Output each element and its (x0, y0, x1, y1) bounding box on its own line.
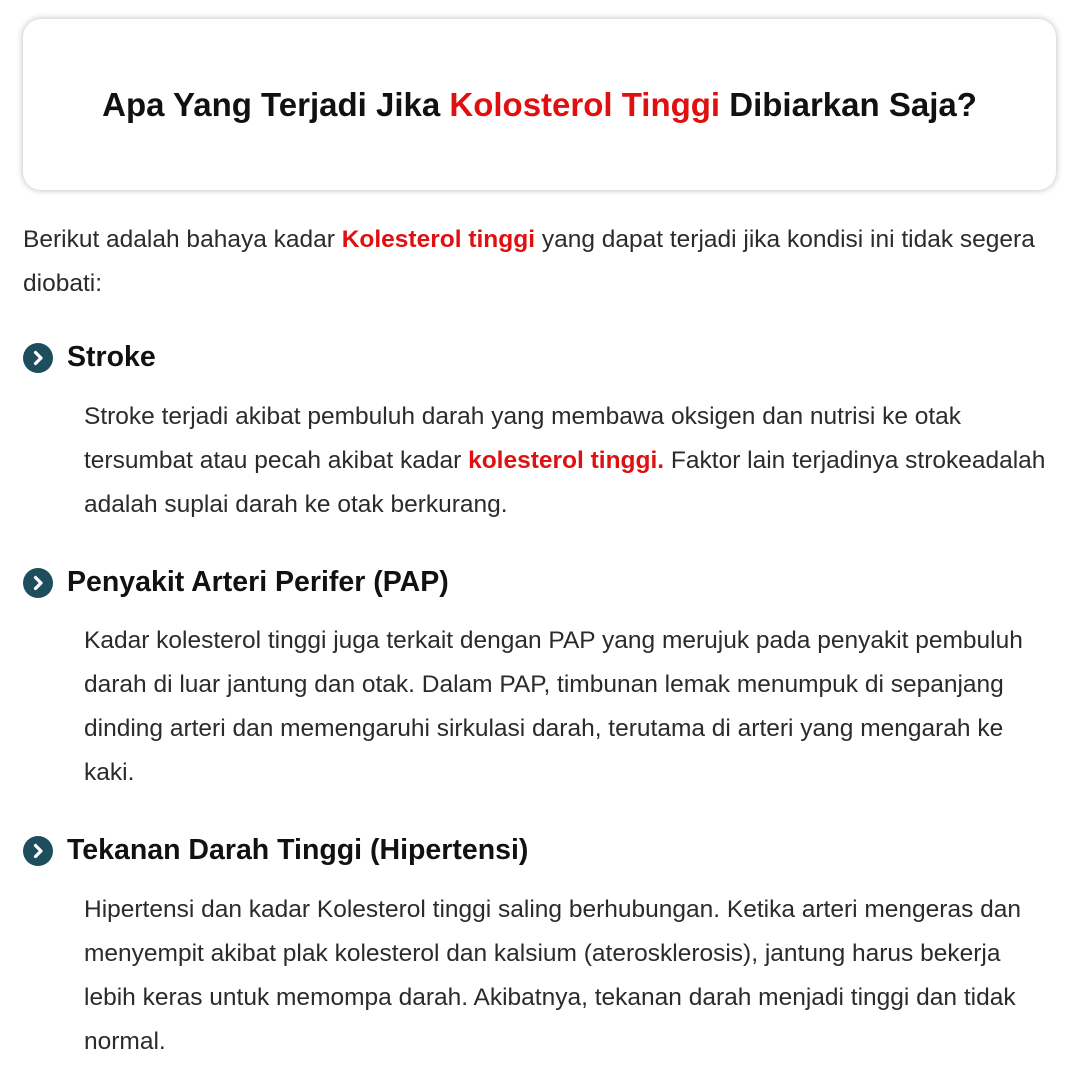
intro-paragraph (23, 218, 1058, 306)
page-title (102, 86, 977, 124)
section-title-hipertensi: Tekanan Darah Tinggi (Hipertensi) (67, 834, 529, 866)
section-body-hipertensi: Hipertensi dan kadar Kolesterol tinggi saling berhubungan. Ketika arteri mengeras dan menyempit akibat plak kolesterol dan kalsium (aterosklerosis), jantung harus bekerja lebih keras untuk memompa darah. Akibatnya, tekanan darah menjadi tinggi dan tidak normal. (84, 896, 1022, 1055)
stroke-text-1: Stroke terjadi akibat pembuluh darah yang membawa oksigen dan nutrisi ke otak tersumbat atau pecah akibat kadar (84, 403, 962, 474)
section-heading-pap (23, 566, 449, 599)
header-card (23, 19, 1056, 190)
chevron-right-circle-icon (23, 568, 53, 598)
section-heading-hipertensi (23, 834, 528, 867)
intro-text-2: yang dapat terjadi jika kondisi ini tidak segera diobati: (23, 226, 1035, 297)
section-title-pap: Penyakit Arteri Perifer (PAP) (67, 566, 449, 598)
title-highlight: Kolosterol Tinggi (449, 85, 721, 123)
chevron-right-circle-icon (23, 836, 53, 866)
stroke-text-2: Faktor lain terjadinya strokeadalah adalah suplai darah ke otak berkurang. (84, 447, 1046, 518)
intro-highlight: Kolesterol tinggi (341, 226, 536, 253)
section-heading-stroke (23, 341, 156, 374)
title-part-1: Apa Yang Terjadi Jika (102, 85, 450, 123)
section-body-stroke (84, 395, 1049, 527)
stroke-highlight: kolesterol tinggi. (468, 447, 665, 474)
section-body-pap: Kadar kolesterol tinggi juga terkait dengan PAP yang merujuk pada penyakit pembuluh darah di luar jantung dan otak. Dalam PAP, timbunan lemak menumpuk di sepanjang dinding arteri dan memengaruhi sirkulasi darah, terutama di arteri yang mengarah ke kaki. (84, 627, 1023, 786)
intro-text-1: Berikut adalah bahaya kadar (23, 226, 342, 253)
chevron-right-circle-icon (23, 343, 53, 373)
section-title-stroke: Stroke (67, 341, 156, 373)
title-part-2: Dibiarkan Saja? (720, 85, 977, 123)
